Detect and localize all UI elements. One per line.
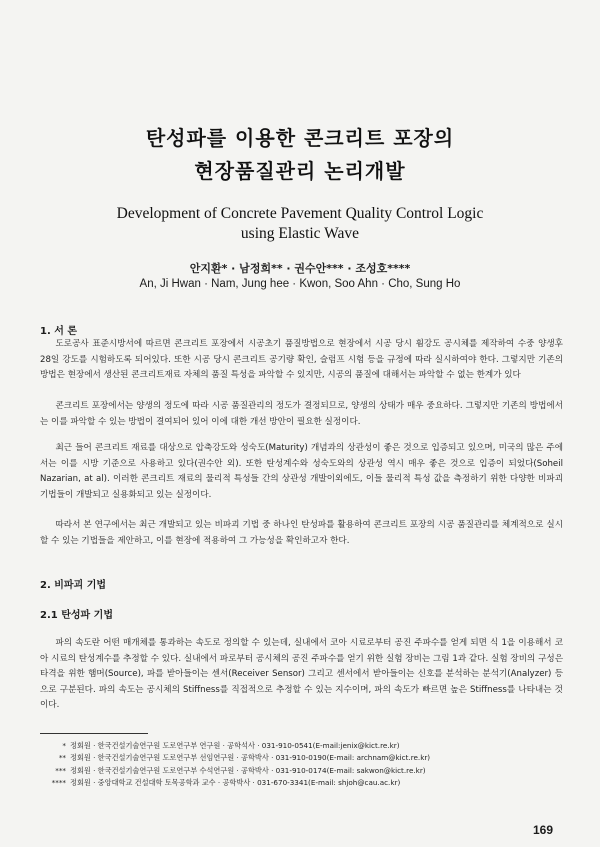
footnote-mark: *: [62, 741, 66, 750]
footnote: [40, 777, 560, 789]
paragraph-4: 따라서 본 연구에서는 최근 개발되고 있는 비파괴 기법 중 하나인 탄성파를 활용하여 콘크리트 포장의 시공 품질관리를 체계적으로 실시할 수 있는 기법들을 제안하고, 이를 현장에 적용하여 그 가능성을 확인하고자 한다.: [40, 520, 563, 546]
paragraph-2: 콘크리트 포장에서는 양생의 정도에 따라 시공 품질관리의 정도가 결정되므로, 양생의 상태가 매우 중요하다. 그렇지만 기존의 방법에서는 이를 파악할 수 있는 방법이 결여되어 있어 이에 대한 개선 방안이 필요한 실정이다.: [40, 401, 563, 427]
footnote-text: 정회원 · 한국건설기술연구원 도로연구부 연구원 · 공학석사 · 031-910-0541(E-mail:jenix@kict.re.kr): [70, 741, 400, 750]
footnote: [40, 765, 560, 777]
section-heading-nondestructive: 2. 비파괴 기법: [40, 580, 107, 591]
section-heading-introduction: 1. 서 론: [40, 326, 78, 337]
authors-korean: 안지환* · 남정희** · 권수안*** · 조성호****: [189, 262, 411, 275]
footnote-text: 정회원 · 중앙대학교 건설대학 토목공학과 교수 · 공학박사 · 031-670-3341(E-mail: shjoh@cau.ac.kr): [70, 777, 401, 787]
subsection-heading-elastic-wave: 2.1 탄성파 기법: [40, 610, 113, 621]
footnote: [40, 740, 560, 752]
korean-title-line-1: 탄성파를 이용한 콘크리트 포장의: [145, 126, 455, 150]
footnote-mark: **: [58, 753, 66, 763]
page-number: 169: [533, 823, 554, 837]
footnote-text: 정회원 · 한국건설기술연구원 도로연구부 선임연구원 · 공학박사 · 031-910-0190(E-mail: archnam@kict.re.kr): [70, 753, 431, 763]
paragraph-1: 도로공사 표준시방서에 따르면 콘크리트 포장에서 시공초기 품질방법으로 현장에서 시공 당시 휨강도 공시체를 제작하여 수중 양생후 28일 강도를 시험하도록 되어있다. 또한 시공 당시 콘크리트 공기량 확인, 슬럼프 시험 등을 규정에 따라 실시하여야 한다. 그렇지만 기존의 방법은 현장에서 생산된 콘크리트재료 자체의 품질 특성을 파악할 수 있지만, 시공의 품질에 대해서는 파악할 수 없는 한계가 있다: [40, 339, 563, 381]
korean-title-line-2: 현장품질관리 논리개발: [194, 159, 406, 183]
footnote: [40, 752, 560, 764]
footnote-separator: [40, 733, 148, 734]
paragraph-5: 파의 속도란 어떤 매개체를 통과하는 속도로 정의할 수 있는데, 실내에서 코아 시료로부터 공진 주파수를 얻게 되면 식 1을 이용해서 코아 시료의 탄성계수를 추정할 수 있다. 실내에서 파로부터 공시체의 공진 주파수를 얻기 위한 실험 장비는 그림 1과 같다. 실험 장비의 구성은 타격을 위한 햄머(Source), 파를 받아들이는 센서(Receiver Sensor) 그리고 센서에서 받아들이는 신호를 분석하는 분석기(Analyzer) 등으로 구분된다. 파의 속도는 공시체의 Stiffness를 직접적으로 추정할 수 있는 지수이며, 파의 속도가 빠르면 높은 Stiffness를 나타내는 것이다.: [40, 638, 563, 711]
footnote-mark: ****: [51, 777, 66, 787]
english-title-line-1: Development of Concrete Pavement Quality Control Logic: [116, 205, 484, 222]
footnote-mark: ***: [55, 765, 66, 775]
authors-english: An, Ji Hwan · Nam, Jung hee · Kwon, Soo Ahn · Cho, Sung Ho: [139, 278, 461, 290]
paragraph-3: 최근 들어 콘크리트 재료를 대상으로 압축강도와 성숙도(Maturity) 개념과의 상관성이 좋은 것으로 입증되고 있으며, 미국의 많은 주에서는 이를 시방 기준으로 사용하고 있다(권수안 외). 또한 탄성계수와 성숙도와의 상관성 역시 매우 좋은 것으로 입증이 되었다(Soheil Nazarian, at al). 이러한 콘크리트 재료의 물리적 특성들 간의 상관성 개발이외에도, 이들 물리적 특성 값을 측정하기 위한 다양한 비파괴 기법들이 개발되고 실용화되고 있는 실정이다.: [40, 443, 563, 500]
footnotes: [40, 740, 560, 789]
english-title-line-2: using Elastic Wave: [240, 225, 360, 242]
footnote-text: 정회원 · 한국건설기술연구원 도로연구부 수석연구원 · 공학박사 · 031-910-0174(E-mail: sakwon@kict.re.kr): [70, 765, 426, 775]
